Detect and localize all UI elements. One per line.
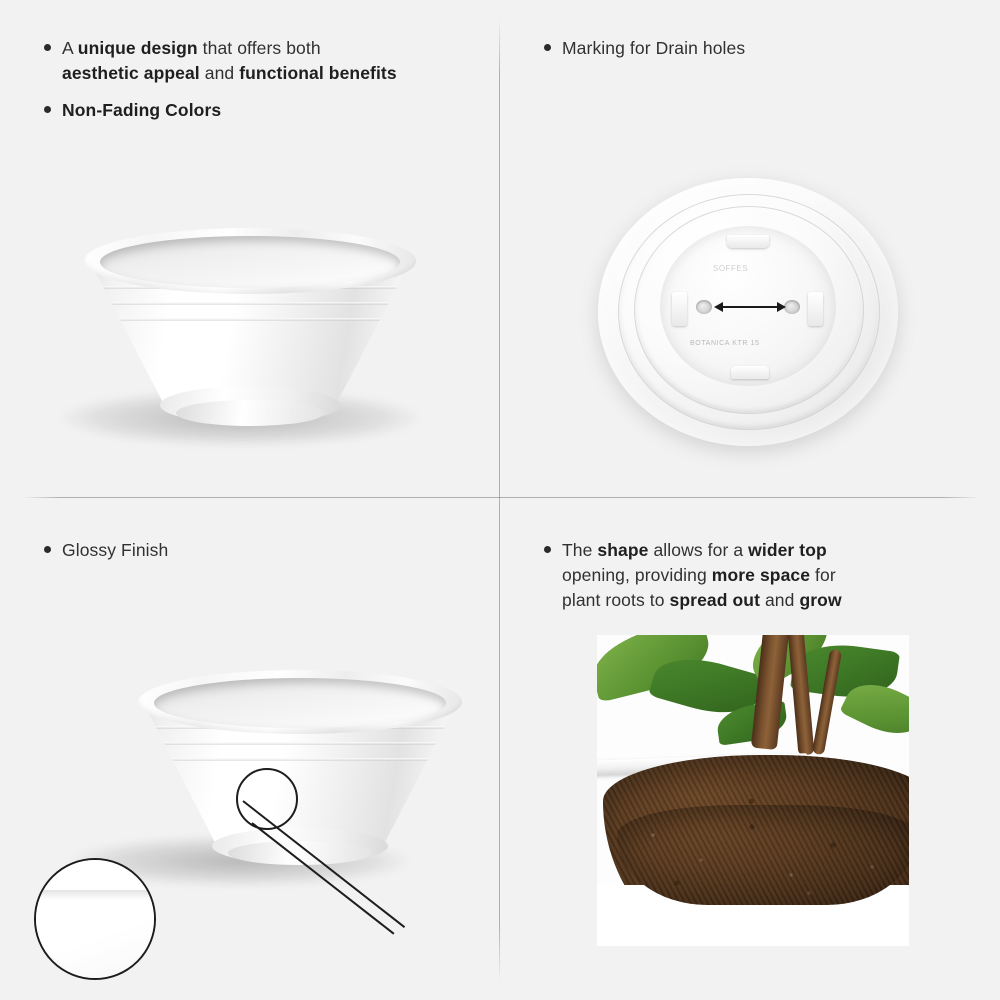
bullet-unique-design: A unique design that offers both aesthetic appeal and functional benefits <box>40 36 470 86</box>
pot-ring <box>142 742 458 745</box>
base-brand-logo: SOFFES <box>713 264 749 273</box>
drain-hole-left <box>696 300 712 314</box>
drain-distance-arrow-line <box>716 306 784 308</box>
base-model-text: BOTANICA KTR 15 <box>690 340 760 347</box>
unique-design-panel <box>0 0 500 500</box>
wider-top-bullets <box>540 538 960 625</box>
glossy-finish-panel <box>0 500 500 1000</box>
drain-distance-arrow-head-right <box>777 302 786 312</box>
planter-image-bottom-left <box>0 500 500 1000</box>
base-tab-right <box>808 292 823 326</box>
root-ball-photo <box>597 635 909 946</box>
base-tab-left <box>672 292 687 326</box>
drain-holes-panel <box>500 0 1000 500</box>
wider-top-panel <box>500 500 1000 1000</box>
bullet-wider-top: The shape allows for a wider top opening, providing more space for plant roots to spread out and grow <box>540 538 960 613</box>
drain-distance-arrow-head-left <box>714 302 723 312</box>
bullet-non-fading-colors: Non-Fading Colors <box>40 98 470 123</box>
pot-rim-inner <box>100 236 400 288</box>
planter-image-top-left <box>0 0 500 500</box>
base-tab-top <box>727 235 769 248</box>
pot-ring <box>88 302 412 305</box>
root-ball-soil-lower <box>617 805 909 905</box>
pot-ring <box>142 758 458 761</box>
base-tab-bottom <box>731 366 769 379</box>
pot-rim-inner <box>154 678 446 728</box>
bullet-drain-holes: Marking for Drain holes <box>540 36 970 61</box>
gloss-magnifier-content <box>34 858 156 980</box>
drain-hole-right <box>784 300 800 314</box>
gloss-magnifier <box>34 858 156 980</box>
bullet-glossy-finish: Glossy Finish <box>40 538 470 563</box>
gloss-highlight-band <box>34 890 156 900</box>
pot-ring <box>88 318 412 321</box>
pot-base-ring <box>176 400 324 426</box>
soil-texture <box>617 805 909 905</box>
planter-base-image <box>500 0 1000 500</box>
